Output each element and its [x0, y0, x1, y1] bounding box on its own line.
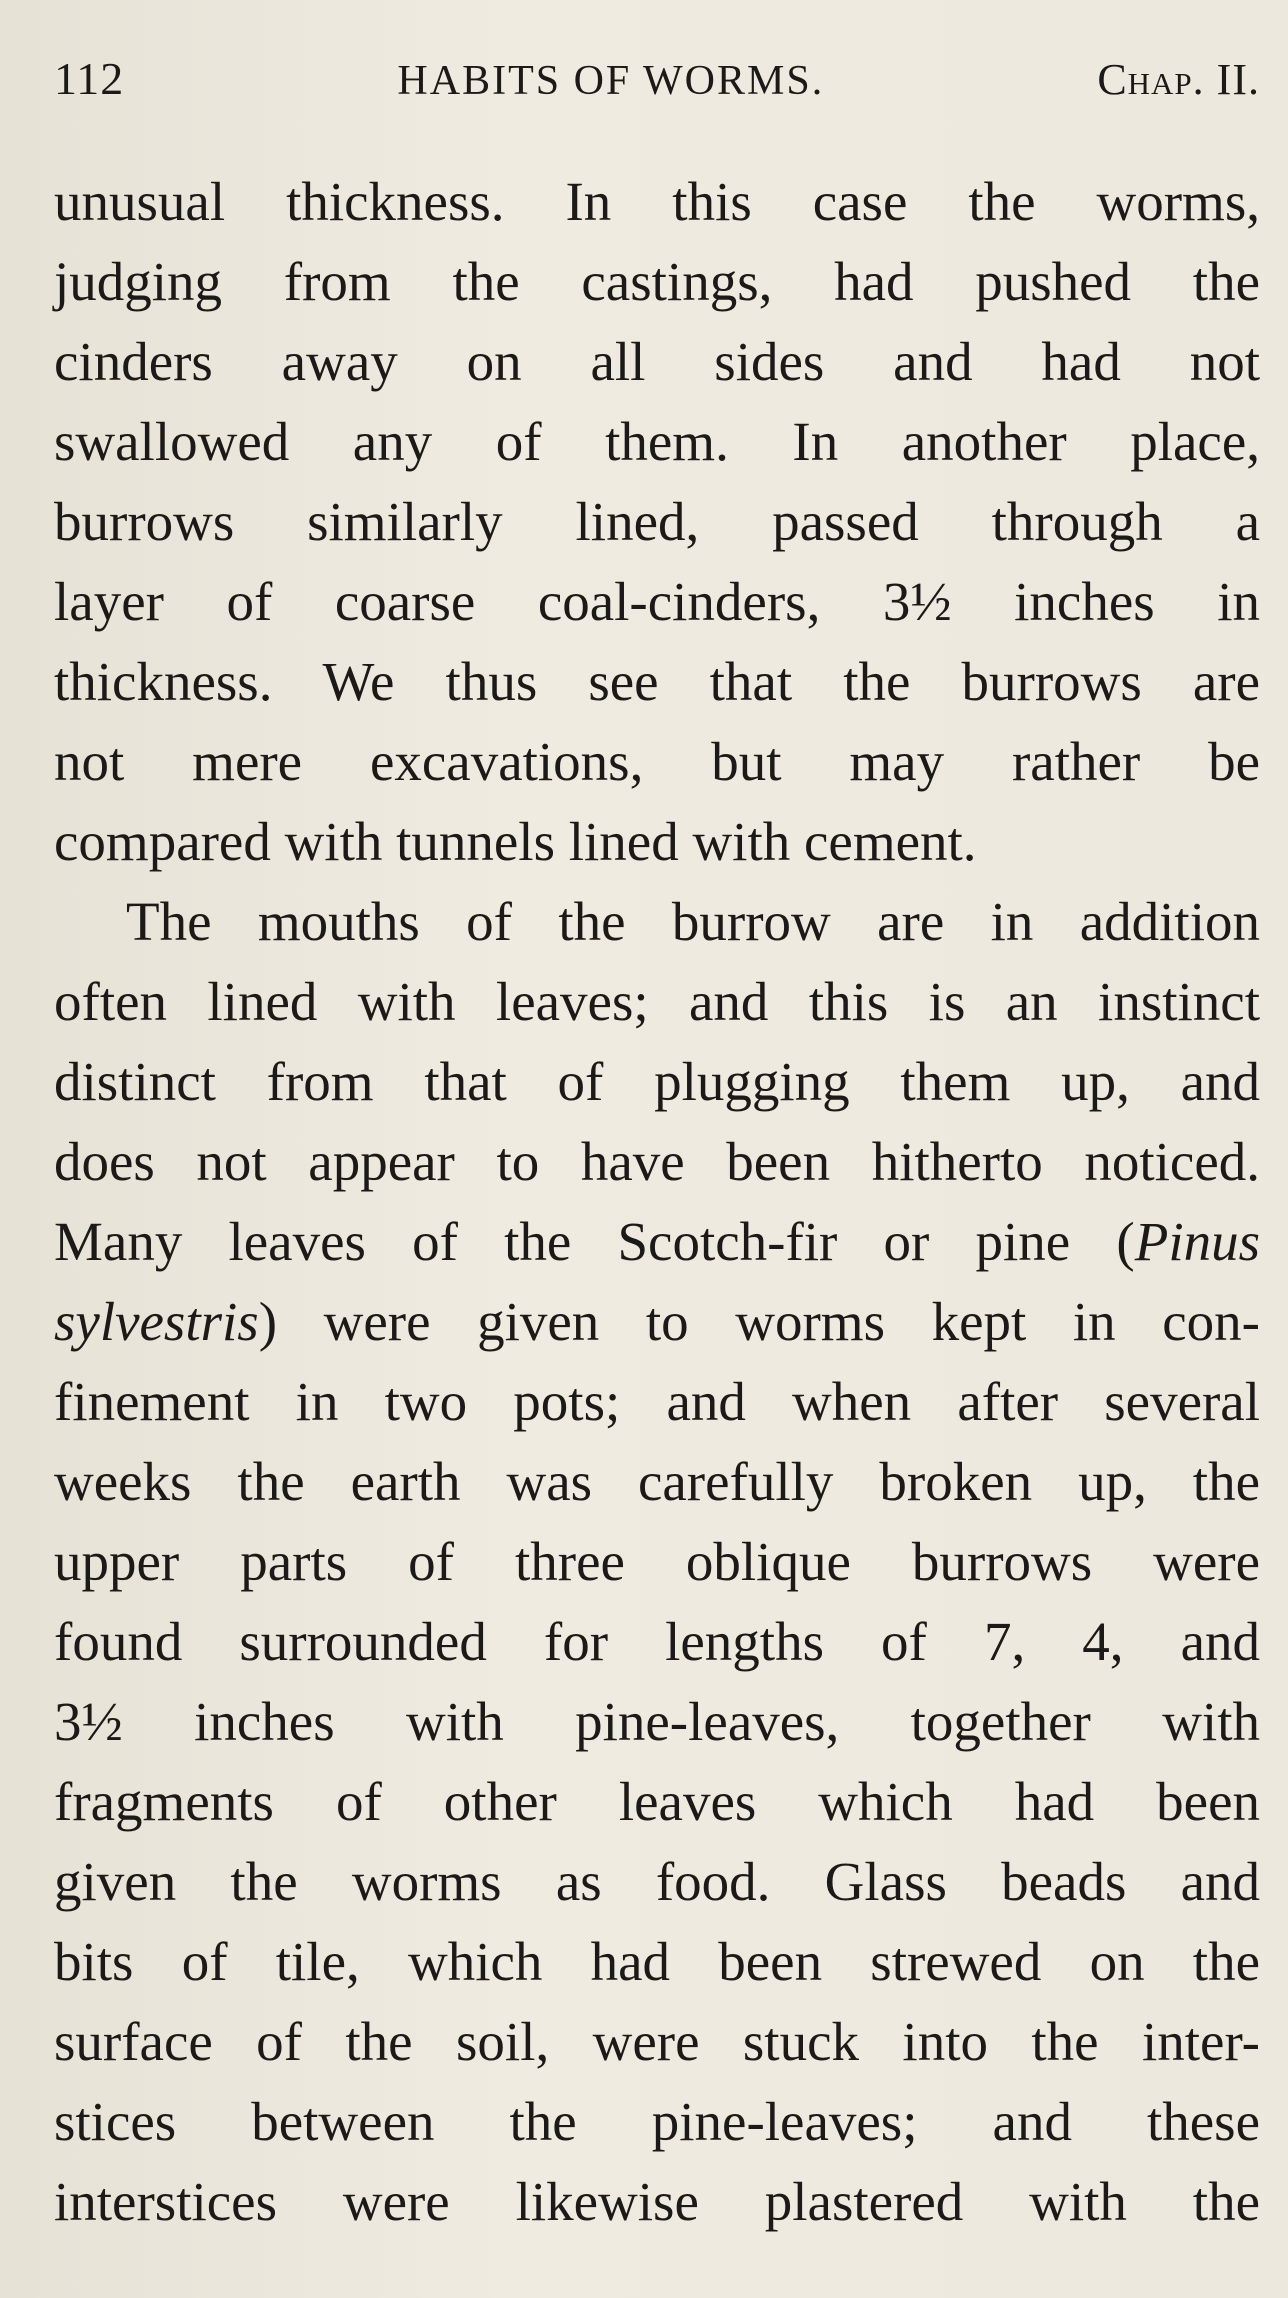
text-line: found surrounded for lengths of 7, 4, and [54, 1611, 1260, 1672]
text-line: swallowed any of them. In another place, [54, 411, 1260, 472]
paragraph-2 [54, 882, 1260, 2242]
page-number: 112 [54, 53, 125, 104]
text-line: given the worms as food. Glass beads and [54, 1851, 1260, 1912]
text-line: The mouths of the burrow are in addition [126, 891, 1260, 952]
paragraph-1 [54, 162, 1260, 882]
text-line: upper parts of three oblique burrows were [54, 1531, 1260, 1592]
text-line-latin: sylvestris) were given to worms kept in con- [54, 1291, 1260, 1352]
text-line: distinct from that of plugging them up, and [54, 1051, 1260, 1112]
chapter-label: Chap. II. [1097, 55, 1260, 104]
text-line: thickness. We thus see that the burrows are [54, 651, 1260, 712]
text-line: 3½ inches with pine-leaves, together with [54, 1691, 1260, 1752]
text-line: finement in two pots; and when after several [54, 1371, 1260, 1432]
text-line: does not appear to have been hitherto noticed. [54, 1131, 1260, 1192]
text-line: bits of tile, which had been strewed on the [54, 1931, 1260, 1992]
text-line: surface of the soil, were stuck into the inter- [54, 2011, 1260, 2072]
text-line: stices between the pine-leaves; and these [54, 2091, 1260, 2152]
text-line: burrows similarly lined, passed through a [54, 491, 1260, 552]
text-line: judging from the castings, had pushed the [54, 251, 1260, 312]
text-line: compared with tunnels lined with cement. [54, 811, 977, 872]
text-line: interstices were likewise plastered with the [54, 2171, 1260, 2232]
page-header [54, 0, 1260, 162]
running-title: HABITS OF WORMS. [397, 58, 825, 104]
text-line: not mere excavations, but may rather be [54, 731, 1260, 792]
text-line: cinders away on all sides and had not [54, 331, 1260, 392]
text-line: layer of coarse coal-cinders, 3½ inches in [54, 571, 1260, 632]
text-line-latin: Many leaves of the Scotch-fir or pine (Pinus [54, 1211, 1260, 1272]
text-line: often lined with leaves; and this is an instinct [54, 971, 1260, 1032]
text-line: unusual thickness. In this case the worms, [54, 171, 1260, 232]
text-line: weeks the earth was carefully broken up, the [54, 1451, 1260, 1512]
body-text [54, 162, 1260, 2242]
text-line: fragments of other leaves which had been [54, 1771, 1260, 1832]
